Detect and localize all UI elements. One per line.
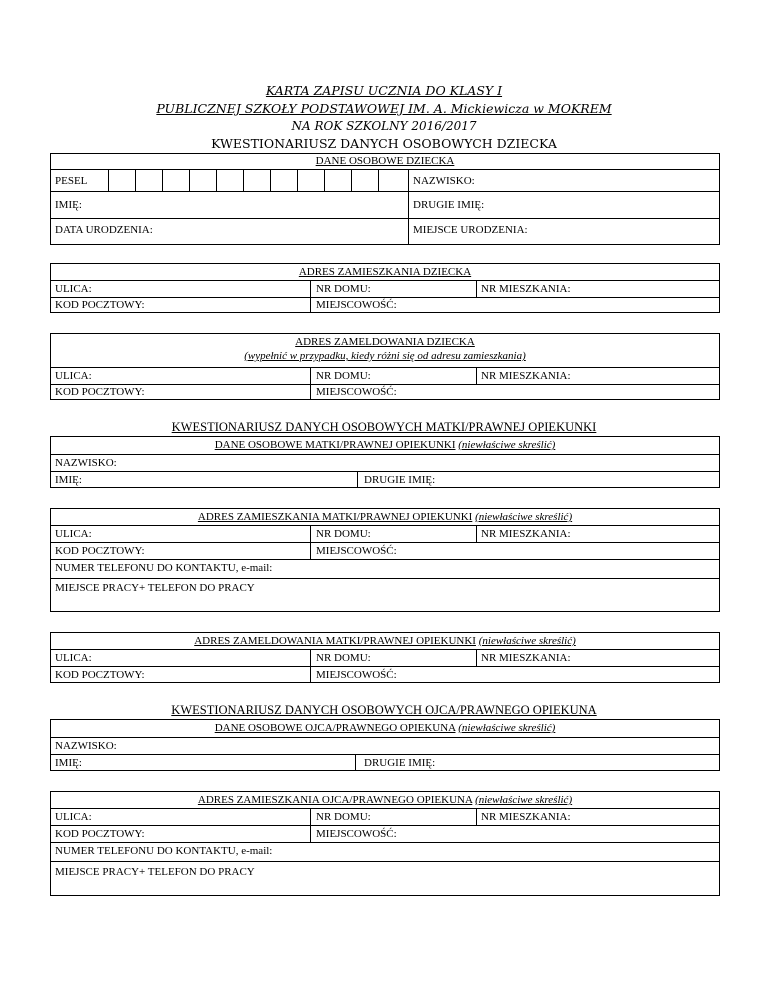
strike-note: (niewłaściwe skreślić) xyxy=(458,439,556,451)
divider xyxy=(50,471,720,472)
pesel-box-line xyxy=(297,169,298,191)
father-data-title-row xyxy=(50,722,720,735)
divider xyxy=(476,367,477,384)
contact-phone-label: NUMER TELEFONU DO KONTAKTU, e-mail: xyxy=(55,562,273,574)
postal-code-label: KOD POCZTOWY: xyxy=(55,828,145,840)
divider xyxy=(50,649,720,650)
father-second-name-label: DRUGIE IMIĘ: xyxy=(364,757,436,769)
pesel-box-line xyxy=(324,169,325,191)
street-label: ULICA: xyxy=(55,652,92,664)
mother-surname-label: NAZWISKO: xyxy=(55,457,117,469)
mother-address-title-row xyxy=(50,511,720,524)
pesel-box-line xyxy=(162,169,163,191)
divider xyxy=(476,525,477,542)
postal-code-label: KOD POCZTOWY: xyxy=(55,299,145,311)
father-questionnaire-heading: KWESTIONARIUSZ DANYCH OSOBOWYCH OJCA/PRAWNEGO OPIEKUNA xyxy=(171,703,597,717)
workplace-label: MIEJSCE PRACY+ TELEFON DO PRACY xyxy=(55,866,255,878)
divider xyxy=(50,808,720,809)
divider xyxy=(50,578,720,579)
divider xyxy=(50,280,720,281)
pesel-box-line xyxy=(135,169,136,191)
father-address-title: ADRES ZAMIESZKANIA OJCA/PRAWNEGO OPIEKUNA xyxy=(197,794,473,806)
father-surname-label: NAZWISKO: xyxy=(55,740,117,752)
child-surname-label: NAZWISKO: xyxy=(413,175,475,187)
divider xyxy=(408,169,409,245)
father-address-title-row xyxy=(50,794,720,807)
street-label: ULICA: xyxy=(55,811,92,823)
pesel-box-line xyxy=(243,169,244,191)
street-label: ULICA: xyxy=(55,370,92,382)
divider xyxy=(310,367,311,400)
pesel-box-line xyxy=(351,169,352,191)
divider xyxy=(310,525,311,559)
divider xyxy=(50,454,720,455)
workplace-label: MIEJSCE PRACY+ TELEFON DO PRACY xyxy=(55,582,255,594)
father-data-title: DANE OSOBOWE OJCA/PRAWNEGO OPIEKUNA xyxy=(214,722,456,734)
child-second-name-label: DRUGIE IMIĘ: xyxy=(413,199,485,211)
strike-note: (niewłaściwe skreślić) xyxy=(478,635,576,647)
strike-note: (niewłaściwe skreślić) xyxy=(458,722,556,734)
pesel-box-line xyxy=(189,169,190,191)
pesel-box-line xyxy=(108,169,109,191)
mother-address-title: ADRES ZAMIESZKANIA MATKI/PRAWNEJ OPIEKUNKI xyxy=(197,511,473,523)
form-title: KARTA ZAPISU UCZNIA DO KLASY I xyxy=(265,83,503,98)
divider xyxy=(50,559,720,560)
child-questionnaire-heading: KWESTIONARIUSZ DANYCH OSOBOWYCH DZIECKA xyxy=(211,136,557,151)
apartment-number-label: NR MIESZKANIA: xyxy=(481,528,571,540)
house-number-label: NR DOMU: xyxy=(316,811,371,823)
house-number-label: NR DOMU: xyxy=(316,283,371,295)
town-label: MIEJSCOWOŚĆ: xyxy=(316,299,397,311)
divider xyxy=(357,471,358,488)
divider xyxy=(476,808,477,825)
divider xyxy=(355,754,356,771)
divider xyxy=(476,280,477,297)
divider xyxy=(50,218,720,219)
town-label: MIEJSCOWOŚĆ: xyxy=(316,386,397,398)
pesel-box-line xyxy=(216,169,217,191)
house-number-label: NR DOMU: xyxy=(316,370,371,382)
strike-note: (niewłaściwe skreślić) xyxy=(475,794,573,806)
divider xyxy=(50,542,720,543)
postal-code-label: KOD POCZTOWY: xyxy=(55,545,145,557)
apartment-number-label: NR MIESZKANIA: xyxy=(481,283,571,295)
town-label: MIEJSCOWOŚĆ: xyxy=(316,669,397,681)
divider xyxy=(310,649,311,683)
divider xyxy=(50,191,720,192)
town-label: MIEJSCOWOŚĆ: xyxy=(316,545,397,557)
divider xyxy=(50,825,720,826)
school-name: PUBLICZNEJ SZKOŁY PODSTAWOWEJ IM. A. Mickiewicza w MOKREM xyxy=(156,101,612,116)
street-label: ULICA: xyxy=(55,528,92,540)
mother-second-name-label: DRUGIE IMIĘ: xyxy=(364,474,436,486)
father-first-name-label: IMIĘ: xyxy=(55,757,82,769)
divider xyxy=(310,808,311,842)
divider xyxy=(50,842,720,843)
strike-note: (niewłaściwe skreślić) xyxy=(475,511,573,523)
child-first-name-label: IMIĘ: xyxy=(55,199,82,211)
child-registration-title: ADRES ZAMELDOWANIA DZIECKA xyxy=(295,336,475,348)
divider xyxy=(50,169,720,170)
mother-registration-title: ADRES ZAMELDOWANIA MATKI/PRAWNEJ OPIEKUNKI xyxy=(194,635,476,647)
divider xyxy=(50,666,720,667)
contact-phone-label: NUMER TELEFONU DO KONTAKTU, e-mail: xyxy=(55,845,273,857)
street-label: ULICA: xyxy=(55,283,92,295)
divider xyxy=(476,649,477,666)
mother-data-title: DANE OSOBOWE MATKI/PRAWNEJ OPIEKUNKI xyxy=(214,439,456,451)
divider xyxy=(50,754,720,755)
child-data-title: DANE OSOBOWE DZIECKA xyxy=(315,155,455,167)
apartment-number-label: NR MIESZKANIA: xyxy=(481,811,571,823)
apartment-number-label: NR MIESZKANIA: xyxy=(481,652,571,664)
divider xyxy=(50,861,720,862)
divider xyxy=(50,525,720,526)
mother-questionnaire-heading: KWESTIONARIUSZ DANYCH OSOBOWYCH MATKI/PRAWNEJ OPIEKUNKI xyxy=(171,420,597,434)
house-number-label: NR DOMU: xyxy=(316,528,371,540)
child-birth-place-label: MIEJSCE URODZENIA: xyxy=(413,224,528,236)
postal-code-label: KOD POCZTOWY: xyxy=(55,669,145,681)
postal-code-label: KOD POCZTOWY: xyxy=(55,386,145,398)
divider xyxy=(50,384,720,385)
child-registration-subtitle: (wypełnić w przypadku, kiedy różni się od adresu zamieszkania) xyxy=(244,350,526,362)
pesel-box-line xyxy=(270,169,271,191)
child-birth-date-label: DATA URODZENIA: xyxy=(55,224,153,236)
child-address-title: ADRES ZAMIESZKANIA DZIECKA xyxy=(298,266,472,278)
mother-registration-title-row xyxy=(50,635,720,648)
pesel-label: PESEL xyxy=(55,175,88,187)
town-label: MIEJSCOWOŚĆ: xyxy=(316,828,397,840)
divider xyxy=(50,297,720,298)
divider xyxy=(50,737,720,738)
pesel-box-line xyxy=(378,169,379,191)
divider xyxy=(50,367,720,368)
mother-first-name-label: IMIĘ: xyxy=(55,474,82,486)
school-year: NA ROK SZKOLNY 2016/2017 xyxy=(291,119,477,133)
apartment-number-label: NR MIESZKANIA: xyxy=(481,370,571,382)
divider xyxy=(310,280,311,313)
mother-data-title-row xyxy=(50,439,720,452)
house-number-label: NR DOMU: xyxy=(316,652,371,664)
